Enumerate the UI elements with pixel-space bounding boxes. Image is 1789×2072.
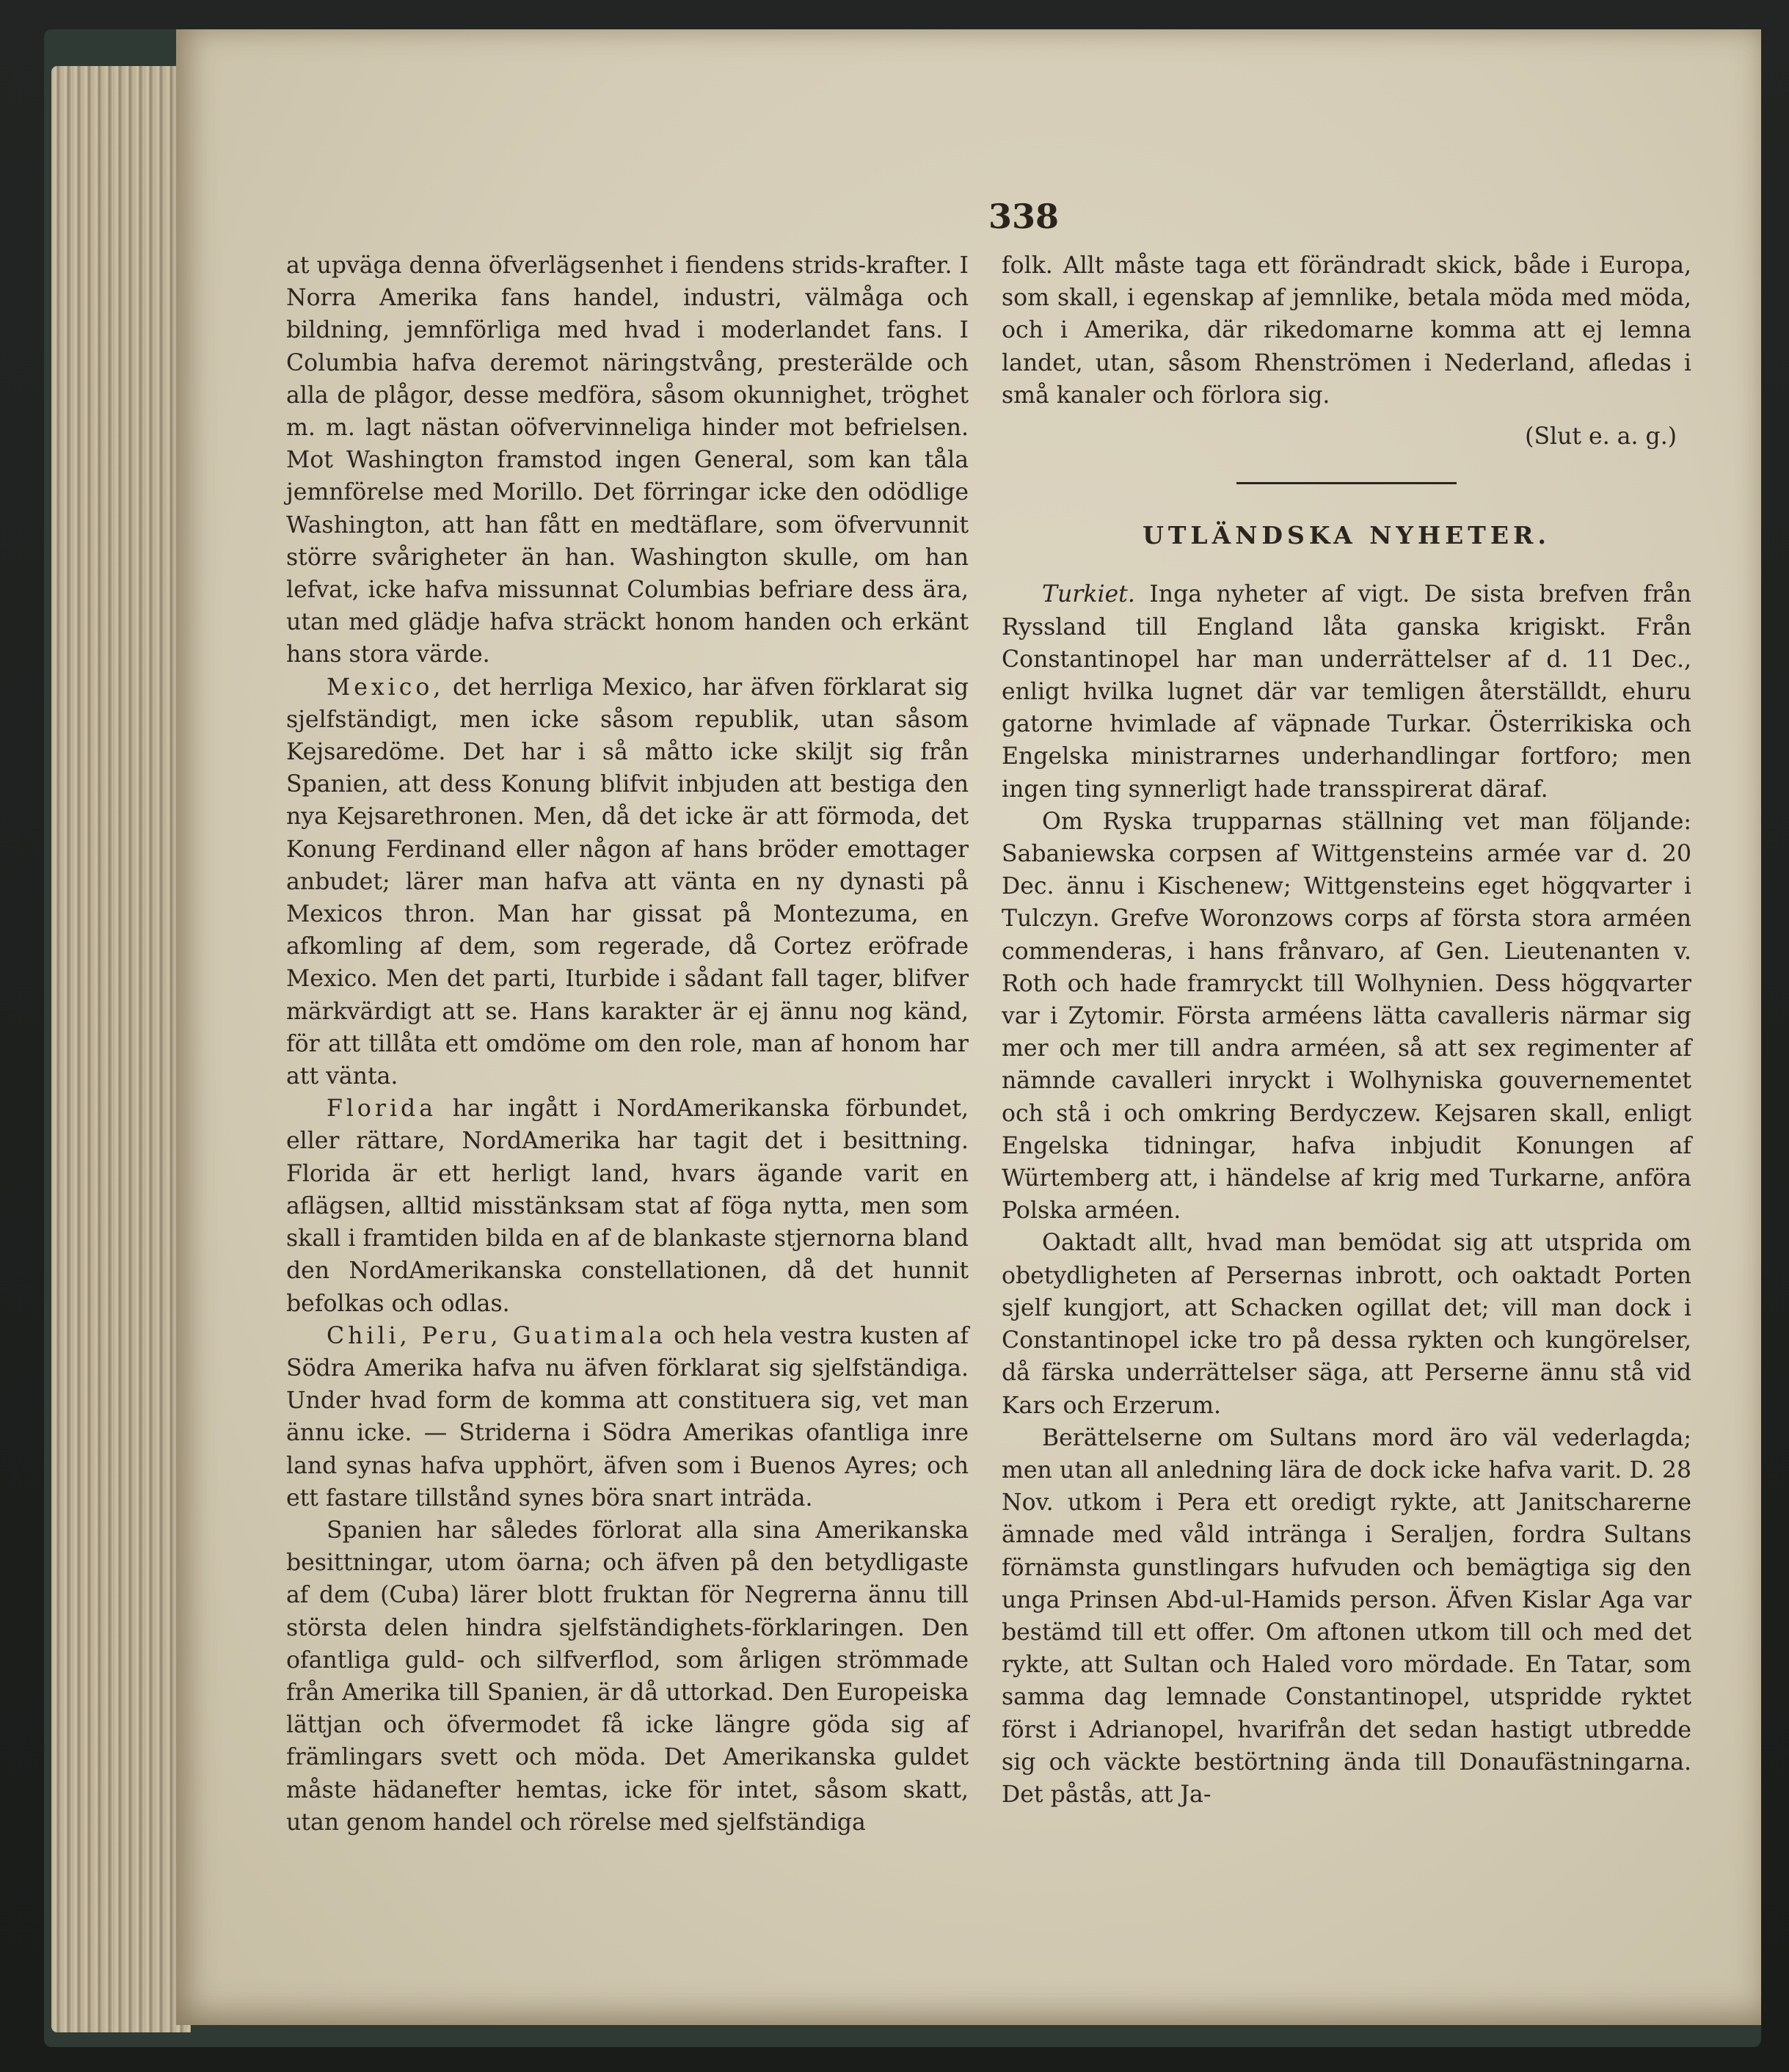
section-heading: UTLÄNDSKA NYHETER. [1143,521,1551,550]
lead-chili: Chili, Peru, Guatimala [327,1322,667,1349]
text-chili: och hela vestra kusten af Södra Amerika hafva nu äfven förklarat sig sjelfständiga. Under hvad form de komma att constituera sig, vet man ännu icke. — Striderna i Södra Amerikas ofantliga inre land synas hafva upphört, äfven som i Buenos Ayres; och ett fastare tillstånd synes böra snart inträda. [286,1322,969,1511]
lead-florida: Florida [327,1095,437,1123]
paragraph-florida [286,1092,969,1319]
book-page [176,29,1761,2025]
paragraph-mexico [286,671,969,1093]
section-divider [1236,482,1457,484]
paragraph-perser: Oaktadt allt, hvad man bemödat sig att utsprida om obetydligheten af Persernas inbrott, och oaktadt Porten sjelf kungjort, att Schacken ogillat det; vill man dock i Constantinopel icke tro på dessa rykten och kungörelser, då färska underrättelser säga, att Perserne ännu stå vid Kars och Erzerum. [1002,1230,1691,1419]
text-turkiet: Inga nyheter af vigt. De sista brefven från Ryssland till England låta ganska krigiskt. Från Constantinopel har man underrättelser af d. 11 Dec., enligt hvilka lugnet där var temligen återställdt, ehuru gatorne hvimlade af väpnade Turkar. Österrikiska och Engelska ministrarnes underhandlingar fortforo; men ingen ting synnerligt hade transspirerat däraf. [1002,581,1691,803]
paragraph-sultan: Berättelserne om Sultans mord äro väl vederlagda; men utan all anledning lära de dock icke hafva varit. D. 28 Nov. utkom i Pera ett oredigt rykte, att Janitscharerne ämnade med våld intränga i Seraljen, fordra Sultans förnämsta gunstlingars hufvuden och bemägtiga sig den unga Prinsen Abd-ul-Hamids person. Äfven Kislar Aga var bestämd till ett offer. Om aftonen utkom till och med det rykte, att Sultan och Haled voro mördade. En Tatar, som samma dag lemnade Constantinopel, utspridde ryktet först i Adrianopel, hvarifrån det sedan hastigt utbredde sig och väckte bestörtning ända till Donaufästningarna. Det påstås, att Ja- [1002,1424,1691,1808]
paragraph-columbia: at upväga denna öfverlägsenhet i fiendens strids-krafter. I Norra Amerika fans handel, industri, välmåga och bildning, jemnförliga med hvad i moderlandet fans. I Columbia hafva deremot näringstvång, presterälde och alla de plågor, desse medföra, såsom okunnighet, tröghet m. m. lagt nästan oöfvervinneliga hinder mot befrielsen. Mot Washington framstod ingen General, som kan tåla jemnförelse med Morillo. Det förringar icke den odödlige Washington, att han fått en medtäflare, som öfvervunnit större svårigheter än han. Washington skulle, om han lefvat, icke hafva missunnat Columbias befriare dess ära, utan med glädje hafva sträckt honom handen och erkänt hans stora värde. [286,252,969,668]
text-florida: har ingått i NordAmerikanska förbundet, eller rättare, NordAmerika har tagit det i besittning. Florida är ett herligt land, hvars ägande varit en aflägsen, alltid misstänksam stat af föga nytta, men som skall i framtiden bilda en af de blankaste stjernorna bland den NordAmerikanska constellationen, då det hunnit befolkas och odlas. [286,1095,969,1317]
lead-turkiet: Turkiet. [1042,581,1135,608]
left-column [286,249,969,1839]
paragraph-continuation: folk. Allt måste taga ett förändradt skick, både i Europa, som skall, i egenskap af jemnlike, betala möda med möda, och i Amerika, där rikedomarne komma att ej lemna landet, utan, såsom Rhenströmen i Nederland, afledas i små kanaler och förlora sig. [1002,252,1691,409]
lead-mexico: Mexico, [327,674,445,701]
right-column [1002,249,1691,1811]
end-note: (Slut e. a. g.) [1525,423,1677,450]
page-number: 338 [988,197,1060,236]
page-edges [51,66,191,2032]
paragraph-ryska-trupper: Om Ryska trupparnas ställning vet man följande: Sabaniewska corpsen af Wittgensteins armée var d. 20 Dec. ännu i Kischenew; Wittgensteins eget högqvarter i Tulczyn. Grefve Woronzows corps af första stora arméen commenderas, i hans frånvaro, af Gen. Lieutenanten v. Roth och hade framryckt till Wolhynien. Dess högqvarter var i Zytomir. Första arméens lätta cavalleris närmar sig mer och mer till andra arméen, så att sex regimenter af nämnde cavalleri inryckt i Wolhyniska gouvernementet och stå i och omkring Berdyczew. Kejsaren skall, enligt Engelska tidningar, hafva inbjudit Konungen af Würtemberg att, i händelse af krig med Turkarne, anföra Polska arméen. [1002,808,1691,1225]
text-mexico: det herrliga Mexico, har äfven förklarat sig sjelfständigt, men icke såsom republik, utan såsom Kejsaredöme. Det har i så måtto icke skiljt sig från Spanien, att dess Konung blifvit inbjuden att bestiga den nya Kejsarethronen. Men, då det icke är att förmoda, det Konung Ferdinand eller någon af hans bröder emottager anbudet; lärer man hafva att vänta en ny dynasti på Mexicos thron. Man har gissat på Montezuma, en afkomling af dem, som regerade, då Cortez eröfrade Mexico. Men det parti, Iturbide i sådant fall tager, blifver märkvärdigt att se. Hans karakter är ej ännu nog känd, för att tillåta ett omdöme om den role, man af honom har att vänta. [286,674,969,1090]
paragraph-turkiet [1002,578,1691,805]
paragraph-spanien: Spanien har således förlorat alla sina Amerikanska besittningar, utom öarna; och äfven på den betydligaste af dem (Cuba) lärer blott fruktan för Negrerna ännu till största delen hindra sjelfständighets-förklaringen. Den ofantliga guld- och silfverflod, som årligen strömmade från Amerika till Spanien, är då uttorkad. Den Europeiska lättjan och öfvermodet få icke längre göda sig af främlingars svett och möda. Det Amerikanska guldet måste hädanefter hemtas, icke för intet, såsom skatt, utan genom handel och rörelse med sjelfständiga [286,1517,969,1836]
paragraph-chili [286,1320,969,1514]
